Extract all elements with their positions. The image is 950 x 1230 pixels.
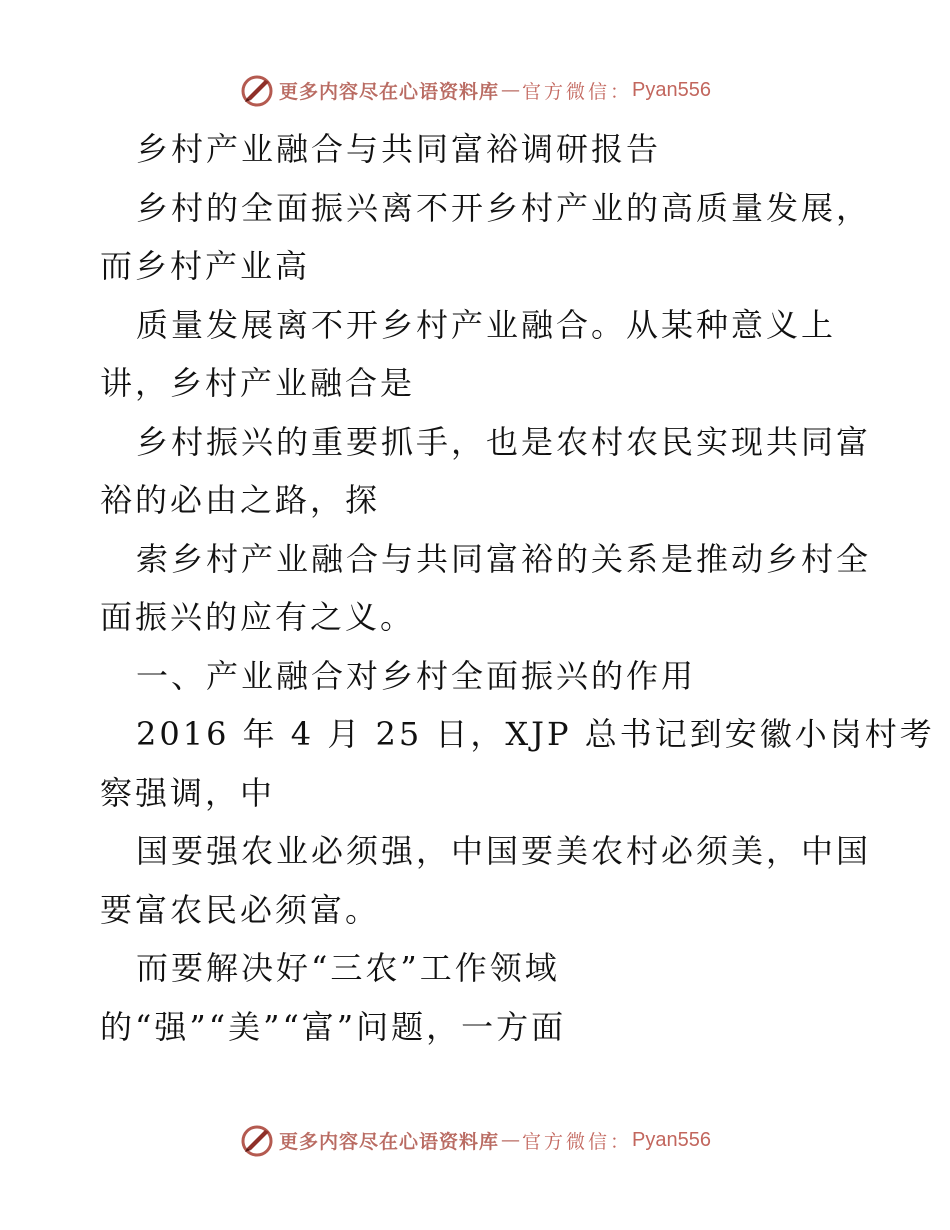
pen-logo-icon (239, 72, 275, 108)
site-name: 更多内容尽在心语资料库 (279, 1130, 500, 1153)
text-line: 乡村的全面振兴离不开乡村产业的高质量发展， (136, 188, 872, 227)
text-line: 质量发展离不开乡村产业融合。从某种意义上 (136, 305, 837, 344)
wechat-id: Pyan556 (632, 78, 711, 101)
separator-dash: — (501, 1129, 521, 1151)
text-line: 索乡村产业融合与共同富裕的关系是推动乡村全 (136, 539, 872, 578)
wechat-id: Pyan556 (632, 1128, 711, 1151)
site-name: 更多内容尽在心语资料库 (279, 80, 500, 103)
document-body (100, 120, 935, 1056)
text-line: 要富农民必须富。 (100, 890, 381, 929)
text-line: 裕的必由之路，探 (100, 481, 381, 519)
header-watermark-banner (0, 68, 950, 112)
text-line: 乡村振兴的重要抓手，也是农村农民实现共同富 (136, 422, 872, 461)
document-title: 乡村产业融合与共同富裕调研报告 (136, 130, 662, 168)
section-heading: 一、产业融合对乡村全面振兴的作用 (136, 656, 697, 695)
pen-logo-icon (239, 1122, 275, 1158)
text-line: 察强调，中 (100, 773, 276, 812)
text-line: 2016 年 4 月 25 日，XJP 总书记到安徽小岗村考 (136, 715, 935, 753)
text-line: 面振兴的应有之义。 (100, 598, 416, 636)
text-line: 而乡村产业高 (100, 247, 311, 285)
wechat-label: 官方微信： (522, 1130, 633, 1153)
footer-watermark-banner (0, 1118, 950, 1162)
wechat-label: 官方微信： (522, 80, 633, 103)
separator-dash: — (501, 79, 521, 101)
text-line: 讲，乡村产业融合是 (100, 364, 416, 402)
text-line: 国要强农业必须强，中国要美农村必须美，中国 (136, 832, 872, 870)
text-line: 而要解决好“三农”工作领域 (136, 949, 560, 987)
text-line: 的“强”“美”“富”问题，一方面 (100, 1007, 567, 1046)
